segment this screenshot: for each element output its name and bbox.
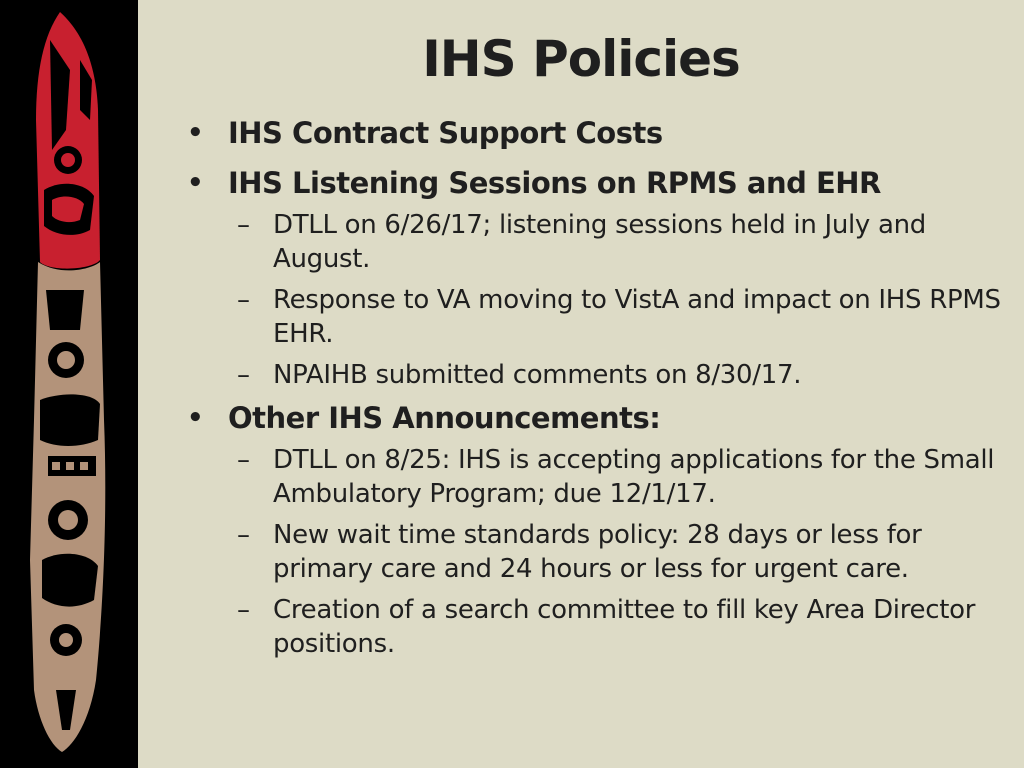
dash-icon: – [237,445,250,475]
dash-icon: – [237,595,250,625]
sub-bullet-text: DTLL on 8/25: IHS is accepting applications for the Small Ambulatory Program; due 12/1/17. [273,445,995,509]
sub-bullet-text: Response to VA moving to VistA and impact on IHS RPMS EHR. [273,285,1001,349]
dash-icon: – [237,285,250,315]
bullet-text: IHS Contract Support Costs [228,116,663,150]
dash-icon: – [237,520,250,550]
dash-icon: – [237,210,250,240]
native-art-totem-image [0,0,138,768]
slide-body [185,114,1005,668]
bullet-item [185,399,1005,437]
sub-bullet-item [185,208,1005,276]
sub-bullet-text: New wait time standards policy: 28 days or less for primary care and 24 hours or less for urgent care. [273,520,922,584]
slide-title: IHS Policies [422,30,740,88]
sub-bullet-item [185,518,1005,586]
sub-bullet-item [185,283,1005,351]
bullet-icon: • [187,168,204,198]
decorative-side-panel [0,0,138,768]
bullet-item [185,164,1005,202]
sub-bullet-item [185,593,1005,661]
bullet-text: Other IHS Announcements: [228,401,661,435]
bullet-text: IHS Listening Sessions on RPMS and EHR [228,166,881,200]
sub-bullet-text: Creation of a search committee to fill key Area Director positions. [273,595,976,659]
sub-bullet-text: DTLL on 6/26/17; listening sessions held in July and August. [273,210,926,274]
sub-bullet-text: NPAIHB submitted comments on 8/30/17. [273,360,802,390]
dash-icon: – [237,360,250,390]
sub-bullet-item [185,443,1005,511]
bullet-item [185,114,1005,152]
sub-bullet-item [185,358,1005,392]
bullet-icon: • [187,403,204,433]
bullet-icon: • [187,118,204,148]
